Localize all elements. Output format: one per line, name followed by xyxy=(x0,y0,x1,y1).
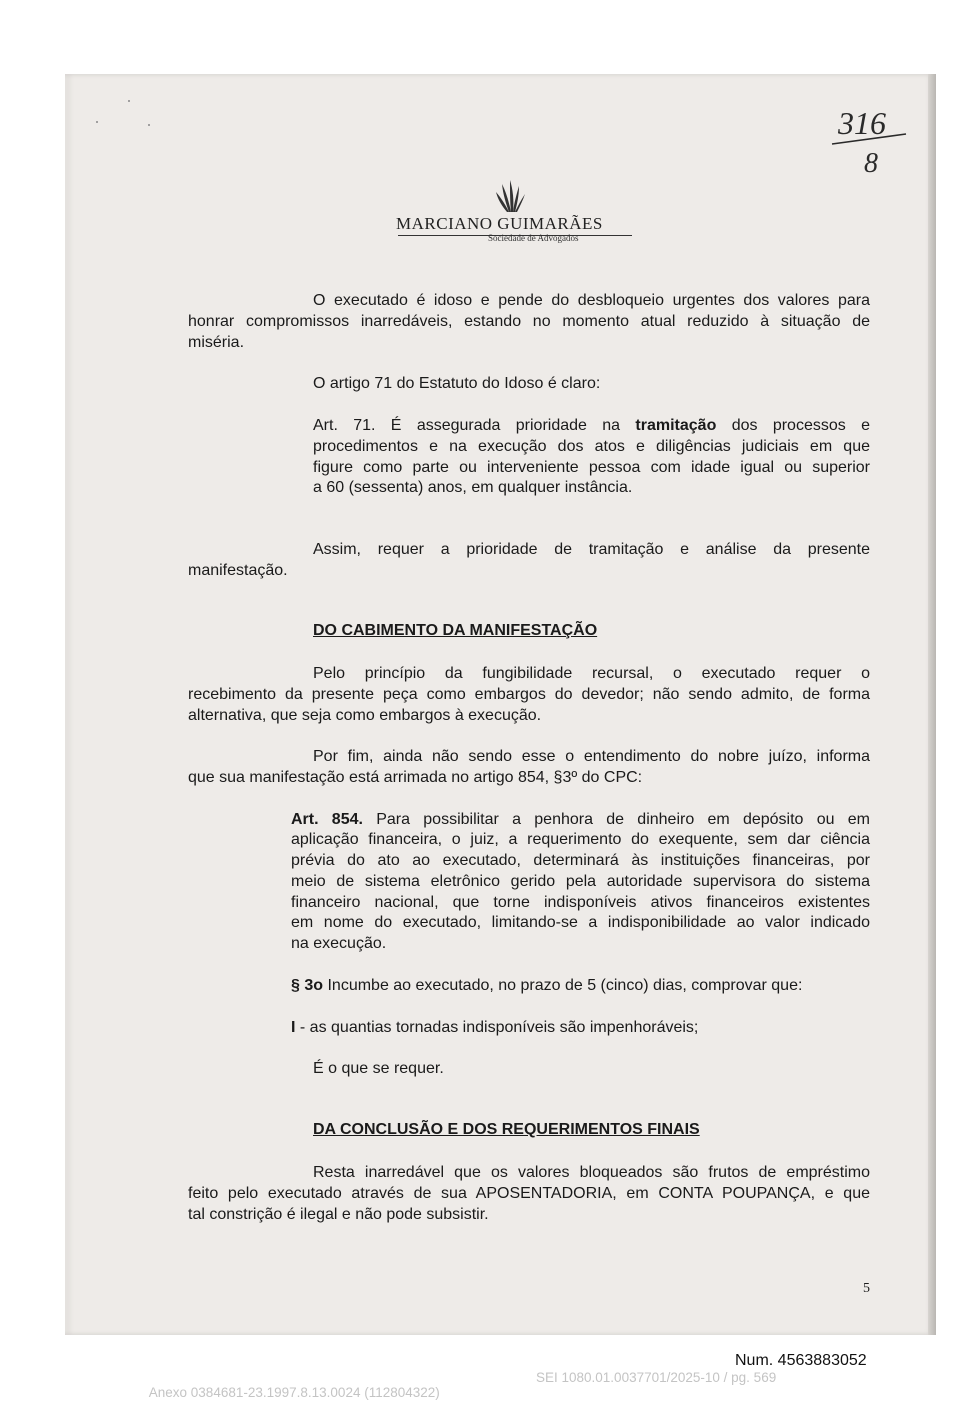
paragraph-line: Resta inarredável que os valores bloqueados são frutos de empréstimo xyxy=(313,1164,870,1181)
letterhead-logo xyxy=(380,178,640,248)
quote-line: figure como parte ou interveniente pessoa com idade igual ou superior xyxy=(313,459,870,476)
quote-line: financeiro nacional, que torne indisponíveis ativos financeiros existentes xyxy=(291,894,870,911)
paragraph-line: honrar compromissos inarredáveis, estando no momento atual reduzido à situação de xyxy=(188,313,870,330)
quote-text: dos processos e xyxy=(731,417,870,434)
page-edge-shadow xyxy=(928,74,936,1335)
paragraph-line: O artigo 71 do Estatuto do Idoso é claro: xyxy=(313,375,601,392)
paragraph-line: tal constrição é ilegal e não pode subsistir. xyxy=(188,1206,489,1223)
quote-line xyxy=(313,415,870,436)
speck xyxy=(128,100,130,102)
quote-line: na execução. xyxy=(291,935,387,952)
quote-bold: § 3o xyxy=(291,977,324,994)
quote-bold: Art. 854. xyxy=(291,811,363,828)
section-heading: DO CABIMENTO DA MANIFESTAÇÃO xyxy=(313,622,598,639)
quote-text: Para possibilitar a penhora de dinheiro em depósito ou em xyxy=(376,811,870,828)
firm-subtitle: Sociedade de Advogados xyxy=(488,233,579,243)
paragraph-line: Por fim, ainda não sendo esse o entendimento do nobre juízo, informa xyxy=(313,748,870,765)
paragraph-line: feito pelo executado através de sua APOSENTADORIA, em CONTA POUPANÇA, e que xyxy=(188,1185,870,1202)
speck xyxy=(148,124,150,126)
paragraph-line: O executado é idoso e pende do desbloqueio urgentes dos valores para xyxy=(313,292,870,309)
quote-line xyxy=(291,1017,698,1038)
quote-line: prévia do ato ao executado, determinará às instituições financeiras, por xyxy=(291,852,870,869)
paragraph-line: Pelo princípio da fungibilidade recursal, o executado requer o xyxy=(313,665,870,682)
firm-name: MARCIANO GUIMARÃES xyxy=(396,214,603,233)
quote-text: Art. 71. É assegurada prioridade na xyxy=(313,417,621,434)
paragraph-line: alternativa, que seja como embargos à execução. xyxy=(188,707,542,724)
speck xyxy=(96,121,98,123)
quote-text: Incumbe ao executado, no prazo de 5 (cinco) dias, comprovar que: xyxy=(327,977,803,994)
quote-line: em nome do executado, limitando-se a indisponibilidade ao valor indicado xyxy=(291,914,870,931)
footer-left: Anexo 0384681-23.1997.8.13.0024 (112804322) xyxy=(148,1385,440,1400)
section-heading: DA CONCLUSÃO E DOS REQUERIMENTOS FINAIS xyxy=(313,1121,700,1138)
handwritten-top: 316 xyxy=(838,105,886,141)
handwritten-folio-mark xyxy=(826,100,916,180)
quote-line xyxy=(291,975,802,996)
quote-bold: tramitação xyxy=(635,417,717,434)
page-number: 5 xyxy=(863,1281,870,1296)
document-number: Num. 4563883052 xyxy=(735,1352,867,1369)
paragraph-line: recebimento da presente peça como embargos do devedor; não sendo admito, de forma xyxy=(188,686,870,703)
quote-line: aplicação financeira, o juiz, a requerimento do exequente, sem dar ciência xyxy=(291,831,870,848)
paragraph-line: miséria. xyxy=(188,334,245,351)
logo-emblem-icon xyxy=(488,178,528,214)
paragraph-line: Assim, requer a prioridade de tramitação e análise da presente xyxy=(313,541,870,558)
paragraph-line: É o que se requer. xyxy=(313,1060,444,1077)
paragraph-line: manifestação. xyxy=(188,562,288,579)
footer-annex-reference xyxy=(142,1370,777,1415)
quote-text: - as quantias tornadas indisponíveis são impenhoráveis; xyxy=(299,1019,699,1036)
handwritten-bottom: 8 xyxy=(864,148,878,179)
quote-line: procedimentos e na execução dos atos e diligências judiciais em que xyxy=(313,438,870,455)
footer-right: SEI 1080.01.0037701/2025-10 / pg. 569 xyxy=(536,1370,777,1385)
quote-line xyxy=(291,809,870,830)
quote-line: a 60 (sessenta) anos, em qualquer instância. xyxy=(313,479,633,496)
quote-bold: I xyxy=(291,1019,296,1036)
paragraph-line: que sua manifestação está arrimada no artigo 854, §3º do CPC: xyxy=(188,769,643,786)
quote-line: meio de sistema eletrônico gerido pela autoridade supervisora do sistema xyxy=(291,873,870,890)
